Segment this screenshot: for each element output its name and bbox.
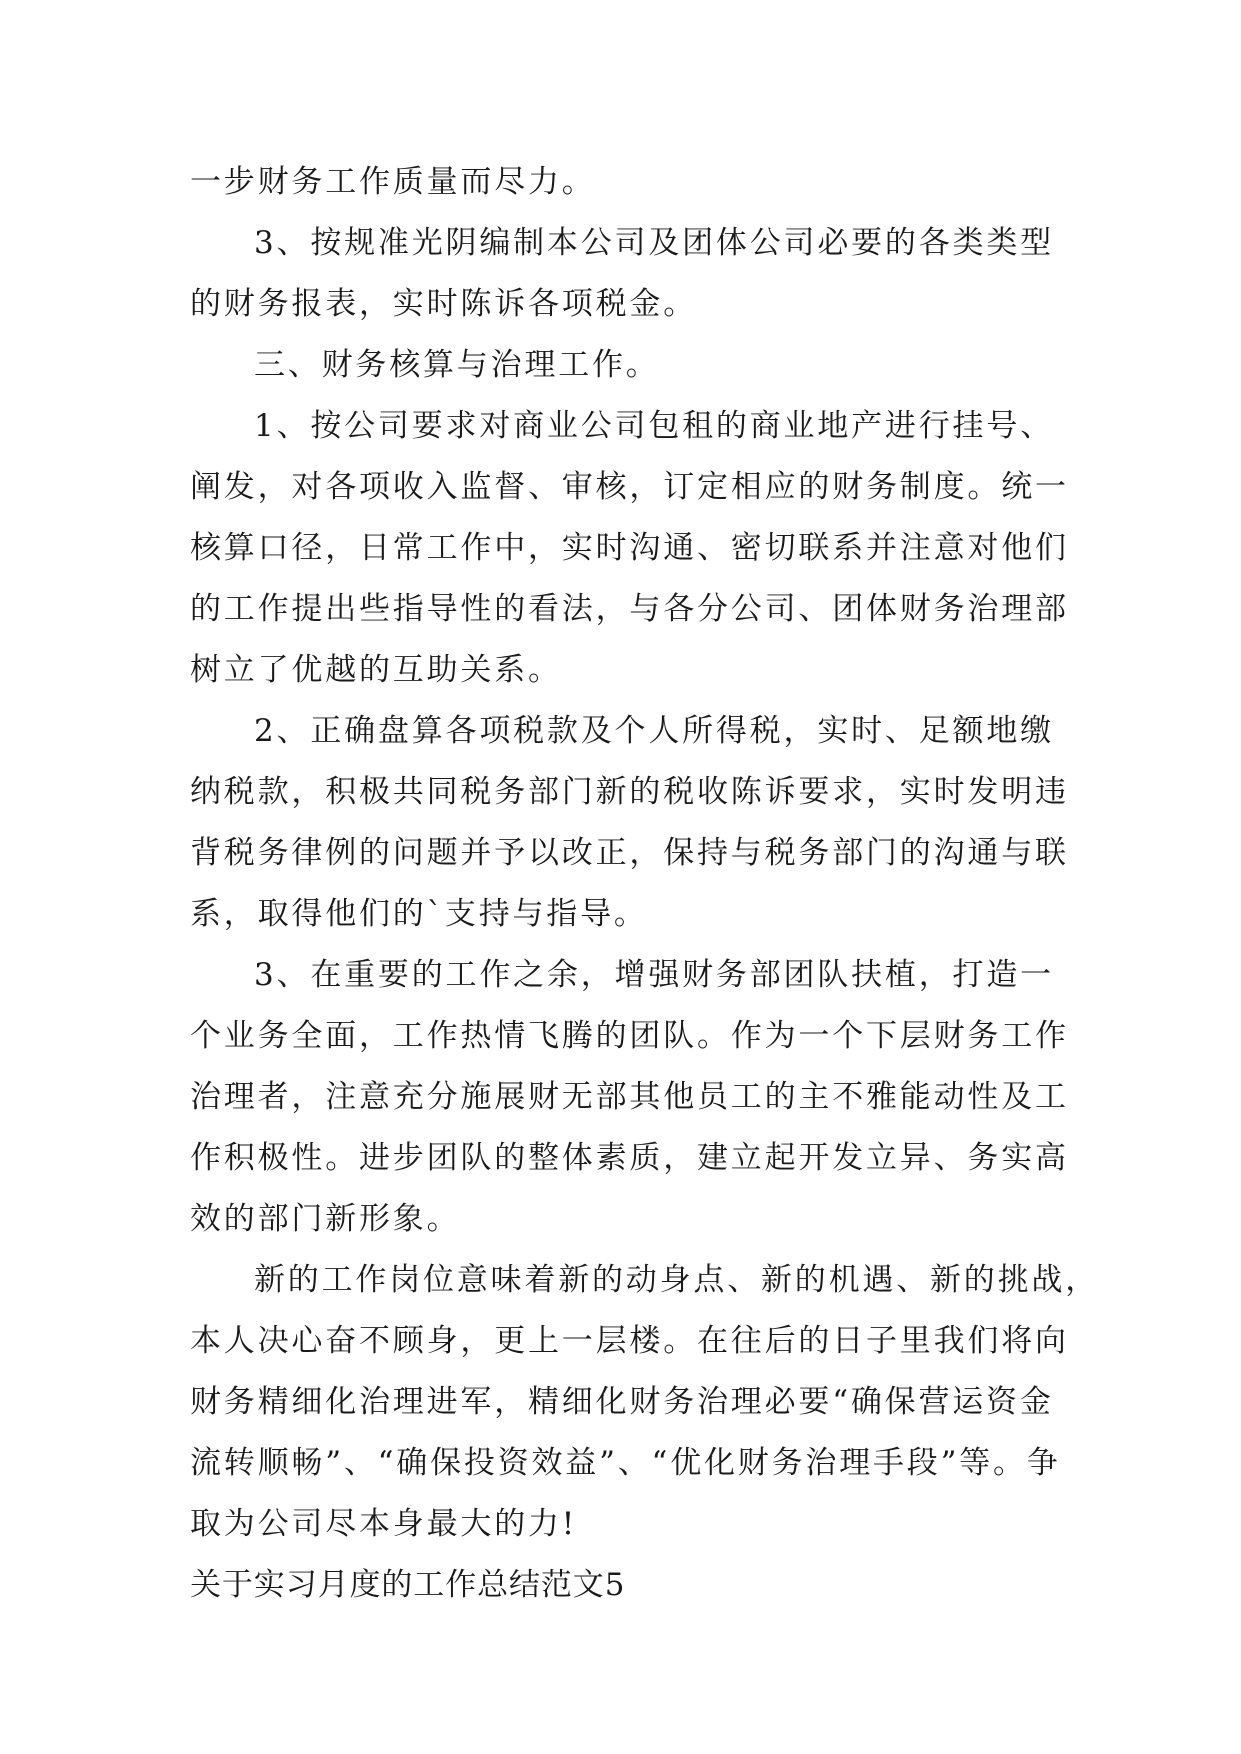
article-title: 关于实习月度的工作总结范文5 [190, 1567, 626, 1603]
text-line: 本人决心奋不顾身，更上一层楼。在往后的日子里我们将向 [190, 1323, 1069, 1359]
text-line: 治理者，注意充分施展财无部其他员工的主不雅能动性及工 [190, 1079, 1069, 1115]
text-line: 作积极性。进步团队的整体素质，建立起开发立异、务实高 [190, 1140, 1069, 1176]
text-line: 核算口径，日常工作中，实时沟通、密切联系并注意对他们 [190, 530, 1069, 566]
text-line: 流转顺畅”、“确保投资效益”、“优化财务治理手段”等。争 [190, 1445, 1061, 1481]
text-line: 3、按规准光阴编制本公司及团体公司必要的各类类型 [254, 225, 1054, 261]
text-line: 财务精细化治理进军，精细化财务治理必要“确保营运资金 [190, 1384, 1054, 1420]
text-line: 背税务律例的问题并予以改正，保持与税务部门的沟通与联 [190, 835, 1069, 871]
document-body [190, 152, 1099, 1616]
text-line: 树立了优越的互助关系。 [190, 652, 562, 688]
text-line: 取为公司尽本身最大的力! [190, 1506, 578, 1542]
text-line: 个业务全面，工作热情飞腾的团队。作为一个下层财务工作 [190, 1018, 1069, 1054]
text-line: 2、正确盘算各项税款及个人所得税，实时、足额地缴 [254, 713, 1054, 749]
text-line: 纳税款，积极共同税务部门新的税收陈诉要求，实时发明违 [190, 774, 1069, 810]
text-line: 1、按公司要求对商业公司包租的商业地产进行挂号、 [254, 408, 1054, 444]
text-line: 系，取得他们的`支持与指导。 [190, 896, 648, 932]
section-heading: 三、财务核算与治理工作。 [254, 347, 660, 383]
text-line: 新的工作岗位意味着新的动身点、新的机遇、新的挑战， [254, 1262, 1099, 1298]
text-line: 的工作提出些指导性的看法，与各分公司、团体财务治理部 [190, 591, 1069, 627]
text-line: 阐发，对各项收入监督、审核，订定相应的财务制度。统一 [190, 469, 1069, 505]
text-line: 3、在重要的工作之余，增强财务部团队扶植，打造一 [254, 957, 1054, 993]
text-line: 一步财务工作质量而尽力。 [190, 164, 596, 200]
text-line: 效的部门新形象。 [190, 1201, 461, 1237]
text-line: 的财务报表，实时陈诉各项税金。 [190, 286, 697, 322]
